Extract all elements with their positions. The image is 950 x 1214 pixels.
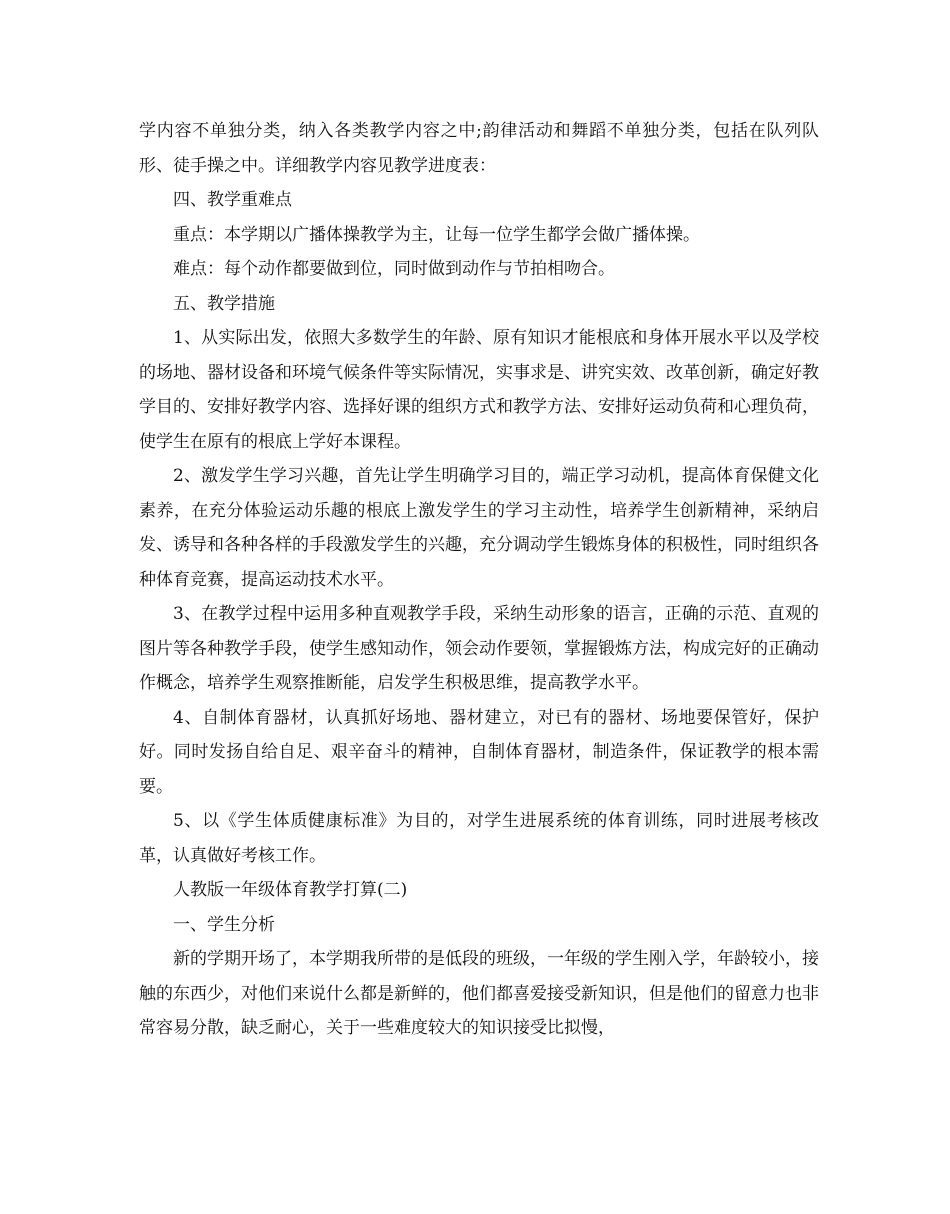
paragraph: 新的学期开场了，本学期我所带的是低段的班级，一年级的学生刚入学，年龄较小，接触的东西少，对他们来说什么都是新鲜的，他们都喜爱接受新知识，但是他们的留意力也非常容易分散，缺乏耐心，关于一些难度较大的知识接受比拟慢， (139, 949, 819, 1038)
document-subtitle: 人教版一年级体育教学打算(二) (173, 880, 408, 900)
list-item: 3、在教学过程中运用多种直观教学手段，采纳生动形象的语言，正确的示范、直观的图片等各种教学手段，使学生感知动作，领会动作要领，掌握锻炼方法，构成完好的正确动作概念，培养学生观察推断能，启发学生积极思维，提高教学水平。 (139, 604, 819, 693)
list-item: 5、以《学生体质健康标准》为目的，对学生进展系统的体育训练，同时进展考核改革，认真做好考核工作。 (139, 811, 819, 866)
paragraph: 重点：本学期以广播体操教学为主，让每一位学生都学会做广播体操。 (173, 224, 700, 245)
section-heading: 五、教学措施 (173, 293, 275, 314)
paragraph: 学内容不单独分类，纳入各类教学内容之中;韵律活动和舞蹈不单独分类，包括在队列队形、徒手操之中。详细教学内容见教学进度表： (139, 121, 819, 176)
section-heading: 四、教学重难点 (173, 190, 292, 210)
document-body (139, 114, 819, 1046)
list-item: 2、激发学生学习兴趣，首先让学生明确学习目的，端正学习动机，提高体育保健文化素养，在充分体验运动乐趣的根底上激发学生的学习主动性，培养学生创新精神，采纳启发、诱导和各种各样的手段激发学生的兴趣，充分调动学生锻炼身体的积极性，同时组织各种体育竞赛，提高运动技术水平。 (139, 466, 819, 590)
list-item: 1、从实际出发，依照大多数学生的年龄、原有知识才能根底和身体开展水平以及学校的场地、器材设备和环境气候条件等实际情况，实事求是、讲究实效、改革创新，确定好教学目的、安排好教学内容、选择好课的组织方式和教学方法、安排好运动负荷和心理负荷，使学生在原有的根底上学好本课程。 (139, 328, 819, 452)
section-heading: 一、学生分析 (173, 914, 275, 935)
paragraph: 难点：每个动作都要做到位，同时做到动作与节拍相吻合。 (173, 259, 615, 279)
list-item: 4、自制体育器材，认真抓好场地、器材建立，对已有的器材、场地要保管好，保护好。同时发扬自给自足、艰辛奋斗的精神，自制体育器材，制造条件，保证教学的根本需要。 (139, 707, 819, 797)
